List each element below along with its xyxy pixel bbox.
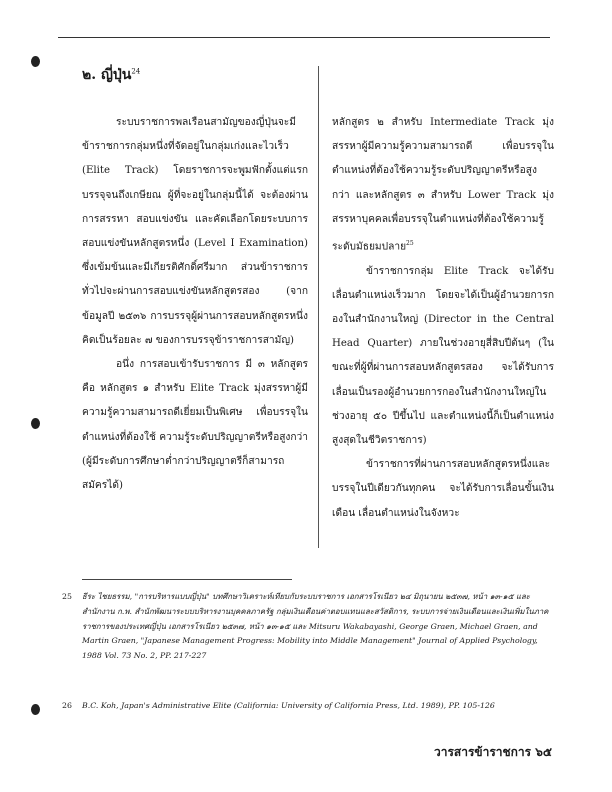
column-divider [318, 66, 319, 548]
top-rule [58, 37, 550, 38]
footnote-25 [62, 590, 552, 664]
binder-hole-top [31, 56, 40, 67]
left-paragraph-2: อนึ่ง การสอบเข้ารับราชการ มี ๓ หลักสูตร คือ หลักสูตร ๑ สำหรับ Elite Track มุ่งสรรหาผู้มีความรู้ความสามารถดีเยี่ยมเป็นพิเศษ เพื่อบรรจุในตำแหน่งที่ต้องใช้ ความรู้ระดับปริญญาตรีหรือสูงกว่า (ผู้มีระดับการศึกษาต่ำกว่าปริญญาตรีก็สามารถสมัครได้) [82, 359, 308, 492]
footnote-rule [82, 579, 292, 580]
left-paragraph-1: ระบบราชการพลเรือนสามัญของญี่ปุ่นจะมีข้าราชการกลุ่มหนึ่งที่จัดอยู่ในกลุ่มเก่งและไวเร็ว (Elite Track) โดยราชการจะพูมฟักตั้งแต่แรกบรรจุจนถึงเกษียณ ผู้ที่จะอยู่ในกลุ่มนี้ได้ จะต้องผ่านการสรรหา สอบแข่งขัน และคัดเลือกโดยระบบการสอบแข่งขันหลักสูตรหนึ่ง (Level I Examination) ซึ่งเข้มข้นและมีเกียรติศักดิ์ศรีมาก ส่วนข้าราชการทั่วไปจะผ่านการสอบแข่งขันหลักสูตรสอง (จากข้อมูลปี ๒๕๓๖ การบรรจุผู้ผ่านการสอบหลักสูตรหนึ่งคิดเป็นร้อยละ ๗ ของการบรรจุข้าราชการสามัญ) [82, 117, 308, 346]
footnote-text: B.C. Koh, Japan's Administrative Elite (California: University of California Press, Ltd. 1989), PP. 105-126 [82, 701, 495, 710]
right-paragraph-3: ข้าราชการที่ผ่านการสอบหลักสูตรหนึ่งและบรรจุในปีเดียวกันทุกคน จะได้รับการเลื่อนขั้นเงินเดือน เลื่อนตำแหน่งในจังหวะ [332, 459, 554, 519]
section-heading-text: ๒. ญี่ปุ่น [82, 67, 132, 83]
footnote-number: 26 [62, 701, 72, 710]
right-paragraph-2: ข้าราชการกลุ่ม Elite Track จะได้รับเลื่อนตำแหน่งเร็วมาก โดยจะได้เป็นผู้อำนวยการกองในสำนักงานใหญ่ (Director in the Central Head Quarter) ภายในช่วงอายุสี่สิบปีต้นๆ (ในขณะที่ผู้ที่ผ่านการสอบหลักสูตรสอง จะได้รับการเลื่อนเป็นรองผู้อำนวยการกองในสำนักงานใหญ่ในช่วงอายุ ๕๐ ปีขึ้นไป และตำแหน่งนี้ก็เป็นตำแหน่งสูงสุดในชีวิตราชการ) [332, 265, 554, 447]
right-column [332, 111, 554, 526]
left-column [82, 111, 308, 498]
footnote-number: 25 [62, 592, 72, 601]
section-heading [82, 64, 140, 86]
footnote-text: ธีระ ไชยธรรม, "การบริหารแบบญี่ปุ่น" บทศึกษาวิเคราะห์เทียบกับระบบราชการ เอกสารโรเนียว ๒๔ มิถุนายน ๒๕๓๗, หน้า ๑๓-๑๕ และสำนักงาน ก.พ. สำนักพัฒนาระบบบริหารงานบุคคลภาครัฐ กลุ่มเงินเดือนค่าตอบแทนและสวัสดิการ, ระบบการจ่ายเงินเดือนและเงินเพิ่มในภาคราชการของประเทศญี่ปุ่น เอกสารโรเนียว ๒๕๓๗, หน้า ๑๓-๑๕ และ Mitsuru Wakabayashi, George Graen, Michael Graen, and Martin Graen, "Japanese Management Progress: Mobility into Middle Management" Journal of Applied Psychology, 1988 Vol. 73 No. 2, PP. 217-227 [82, 592, 549, 661]
right-paragraph-1 [332, 111, 554, 260]
right-paragraph-1-text: หลักสูตร ๒ สำหรับ Intermediate Track มุ่งสรรหาผู้มีความรู้ความสามารถดี เพื่อบรรจุในตำแหน่งที่ต้องใช้ความรู้ระดับปริญญาตรีหรือสูงกว่า และหลักสูตร ๓ สำหรับ Lower Track มุ่งสรรหาบุคคลเพื่อบรรจุในตำแหน่งที่ต้องใช้ความรู้ระดับมัธยมปลาย [332, 117, 554, 253]
binder-hole-bottom [31, 704, 40, 715]
page-footer: วารสารข้าราชการ ๖๕ [433, 745, 552, 759]
right-footnote-ref: 25 [406, 240, 414, 248]
binder-hole-middle [31, 418, 40, 429]
footnote-26 [62, 699, 552, 714]
heading-footnote-ref: 24 [131, 67, 141, 76]
